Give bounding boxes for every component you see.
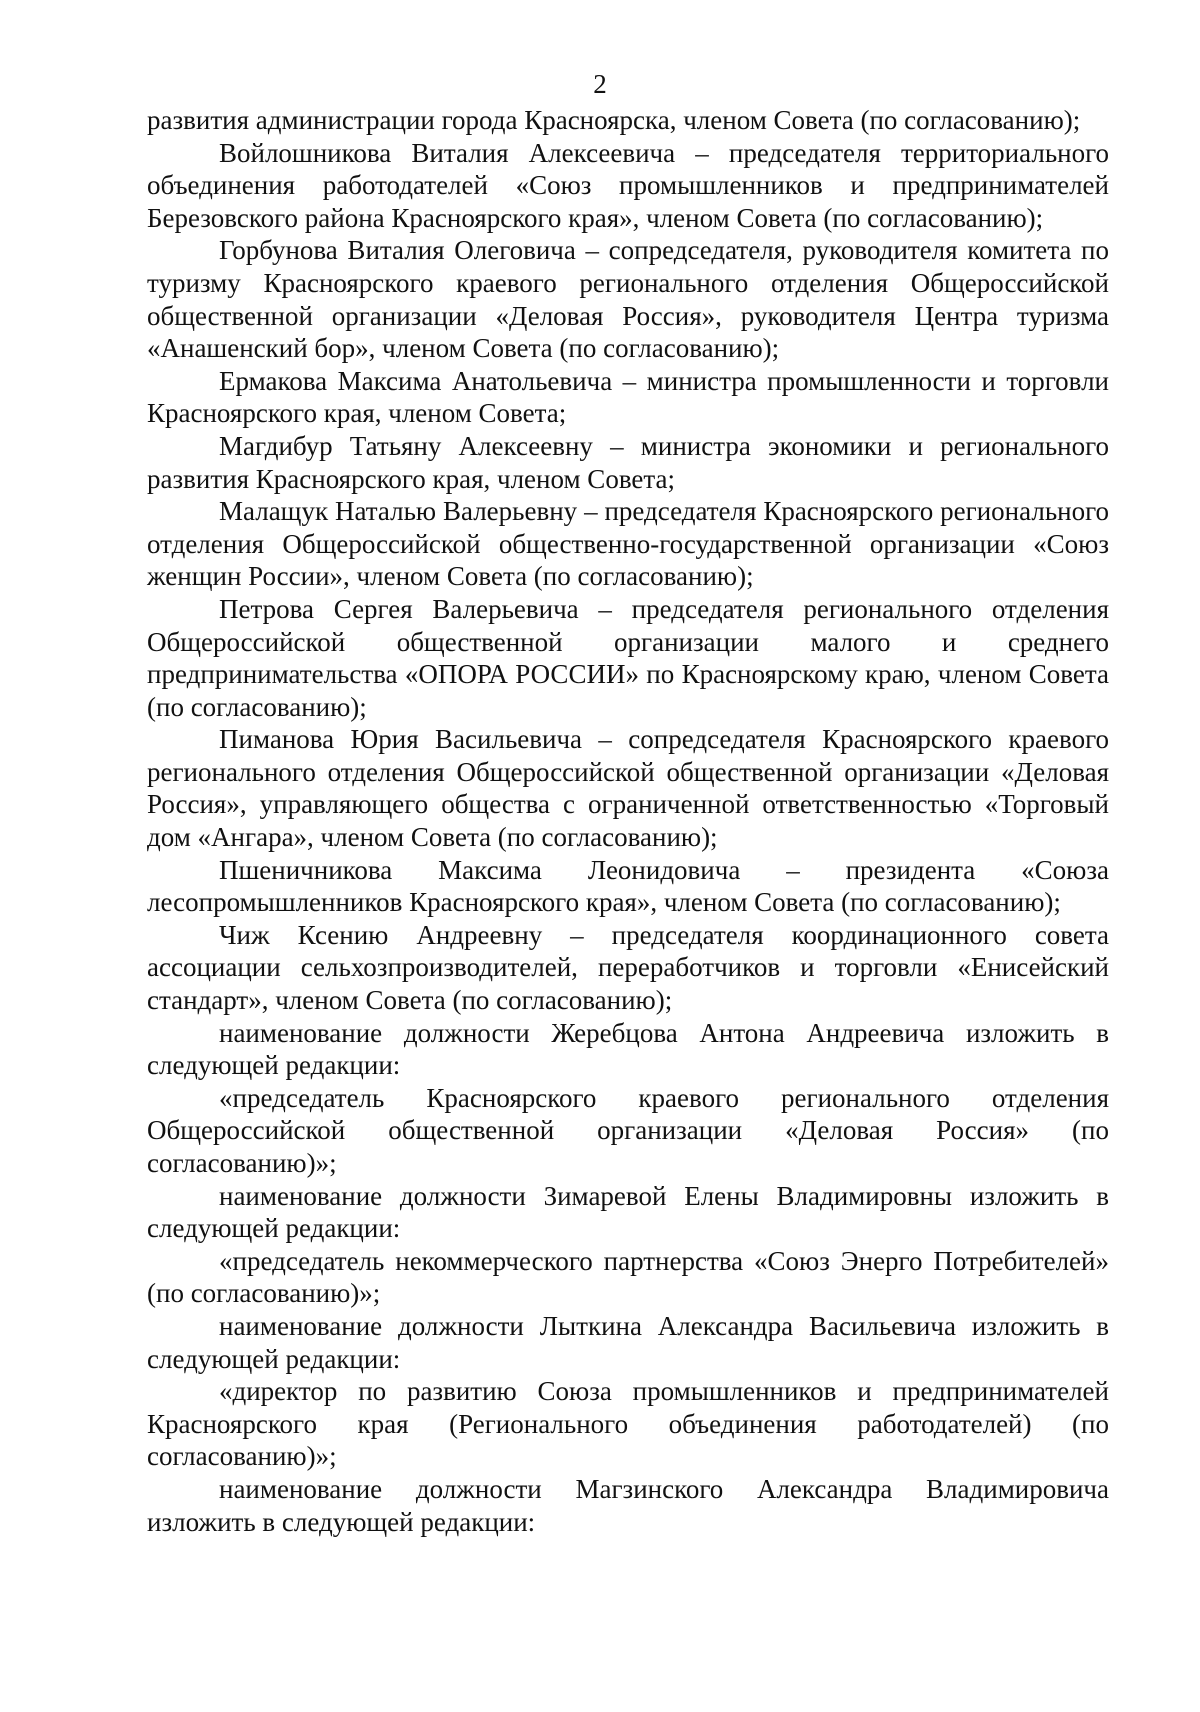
- paragraph: «председатель некоммерческого партнерства «Союз Энерго Потребителей» (по согласованию)»;: [147, 1245, 1109, 1309]
- paragraph: Пшеничникова Максима Леонидовича – президента «Союза лесопромышленников Красноярского края», членом Совета (по согласованию);: [147, 854, 1109, 918]
- paragraph: Малащук Наталью Валерьевну – председателя Красноярского регионального отделения Общероссийской общественно-государственной организации «Союз женщин России», членом Совета (по согласованию);: [147, 496, 1109, 592]
- paragraph: Пиманова Юрия Васильевича – сопредседателя Красноярского краевого регионального отделения Общероссийской общественной организации «Деловая Россия», управляющего общества с ограниченной ответственностью «Торговый дом «Ангара», членом Совета (по согласованию);: [147, 724, 1109, 853]
- paragraph: наименование должности Лыткина Александра Васильевича изложить в следующей редакции:: [147, 1310, 1109, 1374]
- paragraph: Ермакова Максима Анатольевича – министра промышленности и торговли Красноярского края, членом Совета;: [147, 365, 1109, 429]
- paragraph: Магдибур Татьяну Алексеевну – министра экономики и регионального развития Красноярского края, членом Совета;: [147, 430, 1109, 494]
- paragraph: наименование должности Жеребцова Антона Андреевича изложить в следующей редакции:: [147, 1017, 1109, 1081]
- paragraph: Чиж Ксению Андреевну – председателя координационного совета ассоциации сельхозпроизводителей, переработчиков и торговли «Енисейский стандарт», членом Совета (по согласованию);: [147, 919, 1109, 1016]
- paragraph: наименование должности Магзинского Александра Владимировича изложить в следующей редакции:: [147, 1473, 1109, 1537]
- paragraph: «председатель Красноярского краевого регионального отделения Общероссийской общественной организации «Деловая Россия» (по согласованию)»;: [147, 1082, 1109, 1178]
- paragraph: Горбунова Виталия Олеговича – сопредседателя, руководителя комитета по туризму Красноярского краевого регионального отделения Общероссийской общественной организации «Деловая Россия», руководителя Центра туризма «Анашенский бор», членом Совета (по согласованию);: [147, 235, 1109, 364]
- paragraph: развития администрации города Красноярска, членом Совета (по согласованию);: [147, 105, 1081, 135]
- paragraph: наименование должности Зимаревой Елены Владимировны изложить в следующей редакции:: [147, 1180, 1109, 1244]
- page-number: 2: [593, 69, 607, 99]
- paragraph: «директор по развитию Союза промышленников и предпринимателей Красноярского края (Регионального объединения работодателей) (по согласованию)»;: [147, 1376, 1109, 1472]
- document-body: [147, 104, 1109, 1538]
- paragraph: Войлошникова Виталия Алексеевича – председателя территориального объединения работодателей «Союз промышленников и предпринимателей Березовского района Красноярского края», членом Совета (по согласованию);: [147, 137, 1109, 233]
- paragraph: Петрова Сергея Валерьевича – председателя регионального отделения Общероссийской общественной организации малого и среднего предпринимательства «ОПОРА РОССИИ» по Красноярскому краю, членом Совета (по согласованию);: [147, 593, 1109, 722]
